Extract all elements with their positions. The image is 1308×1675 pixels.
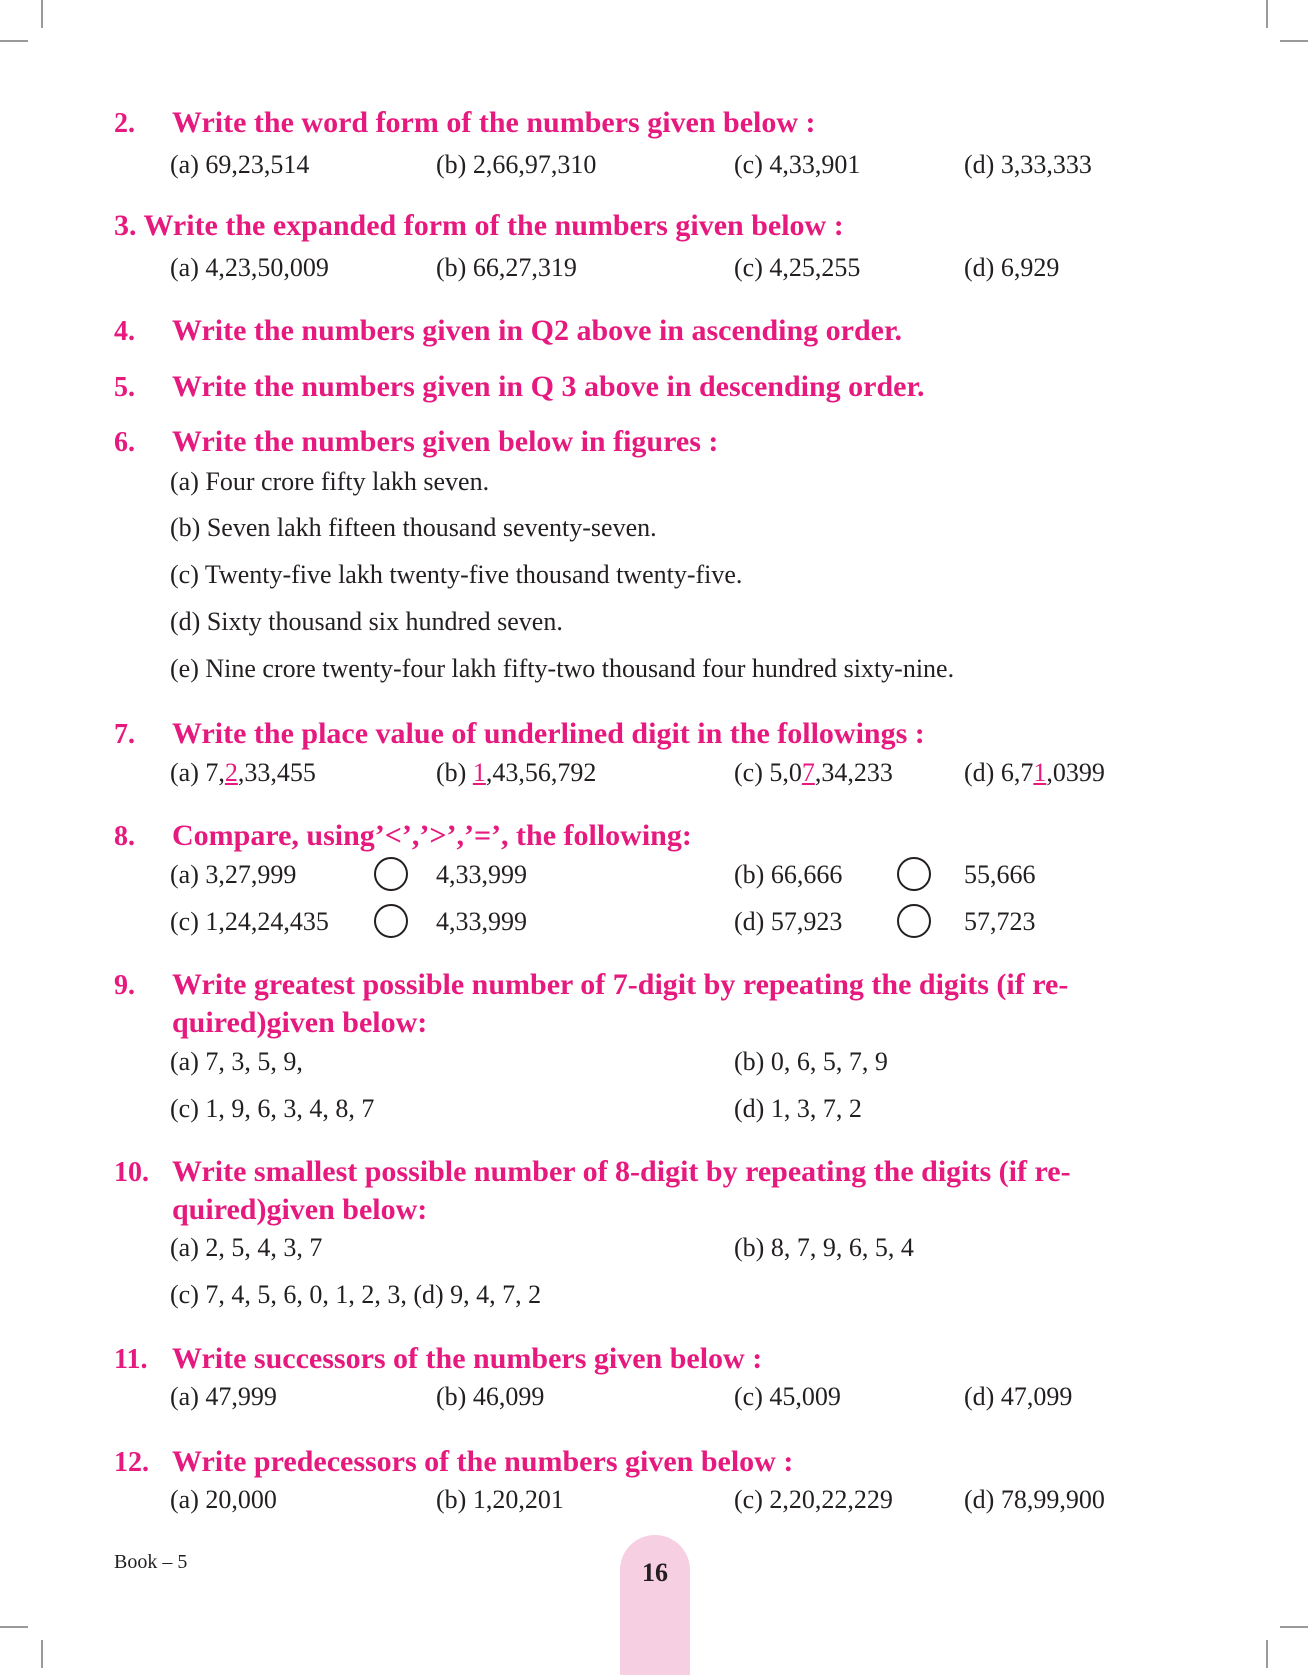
compare-c-left: (c) 1,24,24,435 — [170, 907, 329, 936]
option-d: (d) 6,929 — [964, 253, 1060, 282]
question-number: 7. — [114, 719, 135, 750]
option-d: (d) 1, 3, 7, 2 — [734, 1094, 862, 1123]
option-c: (c) 4,25,255 — [734, 253, 861, 282]
option-cd: (c) 7, 4, 5, 6, 0, 1, 2, 3, (d) 9, 4, 7, 2 — [170, 1280, 542, 1309]
question-text: Write the numbers given in Q2 above in ascending order. — [172, 314, 903, 347]
question-text: Write successors of the numbers given below : — [172, 1342, 763, 1375]
compare-d-left: (d) 57,923 — [734, 907, 843, 936]
compare-b-circle[interactable] — [897, 857, 931, 891]
question-number: 10. — [114, 1157, 149, 1188]
page-number-tab — [620, 1535, 690, 1675]
digit-text: ,34,233 — [814, 758, 893, 787]
crop-mark — [41, 1640, 43, 1668]
option-a: (a) 69,23,514 — [170, 150, 310, 179]
question-text: Write predecessors of the numbers given below : — [172, 1445, 794, 1478]
digit-text: (d) 6,7 — [964, 758, 1034, 787]
option-b: (b) 2,66,97,310 — [436, 150, 597, 179]
option-b: (b) 8, 7, 9, 6, 5, 4 — [734, 1233, 914, 1262]
question-text: Write greatest possible number of 7-digit by repeating the digits (if re- — [172, 968, 1069, 1001]
option-b: (b) Seven lakh fifteen thousand seventy-seven. — [170, 513, 657, 542]
option-b: (b) 66,27,319 — [436, 253, 577, 282]
digit-text: ,43,56,792 — [485, 758, 597, 787]
question-number: 11. — [114, 1344, 148, 1375]
crop-mark — [41, 0, 43, 28]
underlined-digit: 1 — [1033, 758, 1047, 787]
question-text: Write the word form of the numbers given below : — [172, 106, 816, 139]
digit-text: (b) — [436, 758, 473, 787]
question-text: Write smallest possible number of 8-digit by repeating the digits (if re- — [172, 1155, 1071, 1188]
book-label: Book – 5 — [114, 1551, 188, 1573]
compare-d-right: 57,723 — [964, 907, 1036, 936]
compare-b-right: 55,666 — [964, 860, 1036, 889]
compare-a-circle[interactable] — [374, 857, 408, 891]
question-number: 2. — [114, 108, 135, 139]
digit-text: (a) 7, — [170, 758, 225, 787]
page-number: 16 — [642, 1558, 668, 1587]
crop-mark — [1266, 0, 1268, 28]
option-d: (d) 3,33,333 — [964, 150, 1092, 179]
underlined-digit: 7 — [801, 758, 815, 787]
option-a: (a) 20,000 — [170, 1485, 277, 1514]
option-c: (c) Twenty-five lakh twenty-five thousand twenty-five. — [170, 560, 743, 589]
question-number: 5. — [114, 372, 135, 403]
crop-mark — [1280, 1626, 1308, 1628]
question-text: Write the place value of underlined digit in the followings : — [172, 717, 925, 750]
option-d: (d) Sixty thousand six hundred seven. — [170, 607, 563, 636]
question-text: Write the numbers given in Q 3 above in descending order. — [172, 370, 925, 403]
compare-a-right: 4,33,999 — [436, 860, 527, 889]
compare-c-right: 4,33,999 — [436, 907, 527, 936]
compare-b-left: (b) 66,666 — [734, 860, 843, 889]
option-b — [436, 758, 596, 788]
option-c: (c) 1, 9, 6, 3, 4, 8, 7 — [170, 1094, 375, 1123]
question-text: quired)given below: — [172, 1193, 428, 1226]
option-b: (b) 0, 6, 5, 7, 9 — [734, 1047, 888, 1076]
option-a: (a) 4,23,50,009 — [170, 253, 329, 282]
compare-c-circle[interactable] — [374, 904, 408, 938]
option-e: (e) Nine crore twenty-four lakh fifty-two thousand four hundred sixty-nine. — [170, 654, 955, 683]
crop-mark — [0, 40, 28, 42]
option-c: (c) 2,20,22,229 — [734, 1485, 893, 1514]
option-a — [170, 758, 316, 788]
digit-text: ,33,455 — [237, 758, 316, 787]
question-text: Compare, using’<’,’>’,’=’, the following: — [172, 819, 692, 852]
crop-mark — [1280, 40, 1308, 42]
compare-d-circle[interactable] — [897, 904, 931, 938]
option-b: (b) 1,20,201 — [436, 1485, 564, 1514]
option-c: (c) 4,33,901 — [734, 150, 861, 179]
option-a: (a) 47,999 — [170, 1382, 277, 1411]
crop-mark — [0, 1626, 28, 1628]
option-c: (c) 45,009 — [734, 1382, 841, 1411]
underlined-digit: 1 — [472, 758, 486, 787]
question-number: 4. — [114, 316, 135, 347]
question-number: 8. — [114, 821, 135, 852]
option-d — [964, 758, 1105, 788]
question-text: Write the numbers given below in figures : — [172, 425, 719, 458]
crop-mark — [1266, 1640, 1268, 1668]
option-a: (a) Four crore fifty lakh seven. — [170, 467, 490, 496]
option-c — [734, 758, 893, 788]
question-number: 9. — [114, 970, 135, 1001]
option-d: (d) 78,99,900 — [964, 1485, 1105, 1514]
option-a: (a) 7, 3, 5, 9, — [170, 1047, 303, 1076]
underlined-digit: 2 — [224, 758, 238, 787]
compare-a-left: (a) 3,27,999 — [170, 860, 297, 889]
option-b: (b) 46,099 — [436, 1382, 545, 1411]
digit-text: (c) 5,0 — [734, 758, 802, 787]
option-d: (d) 47,099 — [964, 1382, 1073, 1411]
digit-text: ,0399 — [1046, 758, 1105, 787]
question-text: quired)given below: — [172, 1006, 428, 1039]
question-number: 6. — [114, 427, 135, 458]
question-text: 3. Write the expanded form of the numbers given below : — [114, 209, 844, 242]
option-a: (a) 2, 5, 4, 3, 7 — [170, 1233, 323, 1262]
question-number: 12. — [114, 1447, 149, 1478]
